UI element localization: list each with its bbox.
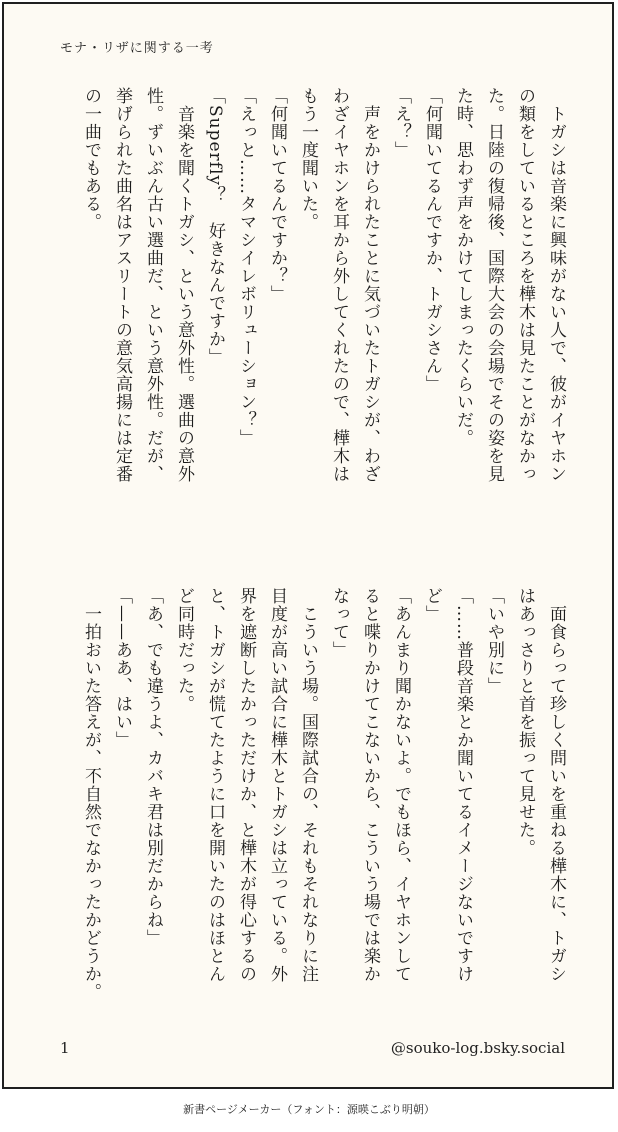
text-column: 「え？」 — [391, 87, 411, 159]
text-column: ると喋りかけてこないから、こういう場では楽か — [360, 587, 380, 983]
text-column: 「いや別に」 — [484, 587, 504, 695]
text-column: はあっさりと首を振って見せた。 — [515, 587, 535, 857]
running-header-title: モナ・リザに関する一考 — [60, 41, 214, 56]
text-column: の一曲でもある。 — [81, 87, 101, 231]
text-column: ど」 — [422, 587, 442, 623]
text-column: 面食らって珍しく問いを重ねる樺木に、トガシ — [546, 587, 566, 983]
text-column: 「何聞いてるんですか、トガシさん」 — [422, 87, 442, 393]
text-column: 「——ああ、はい」 — [112, 587, 132, 749]
text-column: 「あんまり聞かないよ。でもほら、イヤホンして — [391, 587, 411, 983]
text-column: わざイヤホンを耳から外してくれたので、樺木は — [329, 87, 349, 483]
text-column: 声をかけられたことに気づいたトガシが、わざ — [360, 87, 380, 483]
text-column: 一拍おいた答えが、不自然でなかったかどうか。 — [81, 587, 101, 1001]
generator-credit: 新書ページメーカー（フォント：源暎こぶり明朝） — [183, 1103, 435, 1116]
book-page — [2, 2, 614, 1089]
text-column: と、トガシが慌てたように口を開いたのはほとん — [205, 587, 225, 983]
text-column: もう一度聞いた。 — [298, 87, 318, 231]
text-column: の類をしているところを樺木は見たことがなかっ — [515, 87, 535, 483]
text-column: なって」 — [329, 587, 349, 659]
text-column: ど同時だった。 — [174, 587, 194, 713]
text-column: 界を遮断したかっただけか、と樺木が得心するの — [236, 587, 256, 983]
text-column: 音楽を聞くトガシ、という意外性。選曲の意外 — [174, 87, 194, 483]
page-number: 1 — [60, 1039, 70, 1057]
text-column: 「何聞いてるんですか？」 — [267, 87, 287, 303]
text-column: トガシは音楽に興味がない人で、彼がイヤホン — [546, 87, 566, 483]
text-column: 性。ずいぶん古い選曲だ、という意外性。だが、 — [143, 87, 163, 483]
text-column: た時、思わず声をかけてしまったくらいだ。 — [453, 87, 473, 447]
text-column: 挙げられた曲名はアスリートの意気高揚には定番 — [112, 87, 132, 483]
author-handle: @souko-log.bsky.social — [390, 1039, 565, 1057]
text-column: こういう場。国際試合の、それもそれなりに注 — [298, 587, 318, 983]
text-column: 目度が高い試合に樺木とトガシは立っている。外 — [267, 587, 287, 983]
text-column: 「えっと……タマシイレボリューション？」 — [236, 87, 256, 447]
text-column: 「あ、でも違うよ、カバキ君は別だからね」 — [143, 587, 163, 947]
text-column: 「……普段音楽とか聞いてるイメージないですけ — [453, 587, 473, 983]
text-column: た。日陸の復帰後、国際大会の会場でその姿を見 — [484, 87, 504, 483]
text-column: 「Superfly？ 好きなんですか」 — [205, 87, 225, 366]
